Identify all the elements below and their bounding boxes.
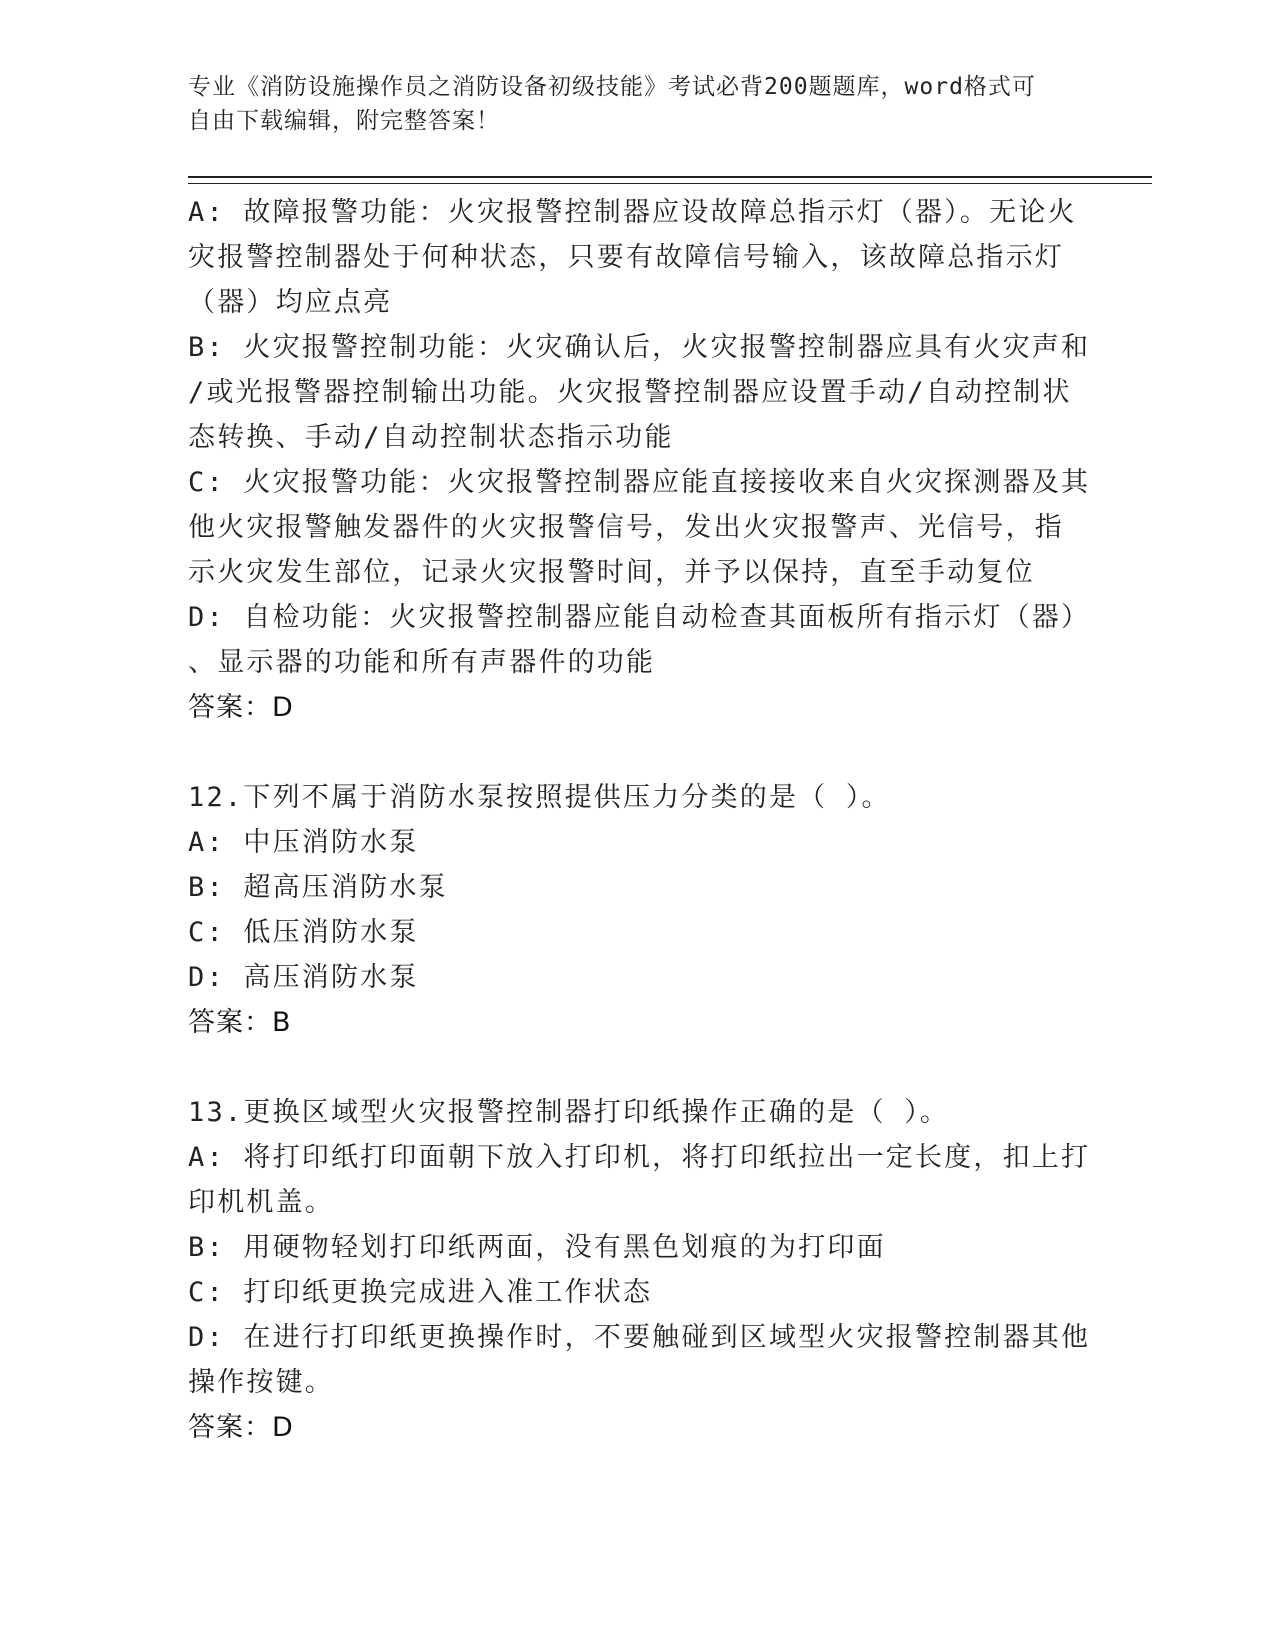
header-line-1: 专业《消防设施操作员之消防设备初级技能》考试必背200题题库，word格式可 <box>188 74 1036 100</box>
option-line: 态转换、手动/自动控制状态指示功能 <box>188 422 674 453</box>
q11-option-c <box>188 460 1091 595</box>
spacer <box>188 730 1088 775</box>
q13-option-a <box>188 1135 1091 1225</box>
q12-option-d: D: 高压消防水泵 <box>188 962 419 993</box>
option-line: 他火灾报警触发器件的火灾报警信号，发出火灾报警声、光信号，指 <box>188 512 1064 543</box>
q12-option-c: C: 低压消防水泵 <box>188 917 419 948</box>
header-rule-thick <box>188 176 1152 178</box>
option-line: （器）均应点亮 <box>188 287 393 318</box>
q11-option-b <box>188 325 1091 460</box>
spacer <box>188 1045 1088 1090</box>
header-rule-thin <box>188 183 1152 184</box>
q12-option-a: A: 中压消防水泵 <box>188 827 419 858</box>
option-line: A: 将打印纸打印面朝下放入打印机，将打印纸拉出一定长度，扣上打 <box>188 1142 1091 1173</box>
q13-option-d <box>188 1315 1091 1405</box>
q13-answer: 答案：D <box>188 1412 294 1443</box>
q13-option-c: C: 打印纸更换完成进入准工作状态 <box>188 1277 653 1308</box>
q12-question: 12.下列不属于消防水泵按照提供压力分类的是（ ）。 <box>188 782 891 813</box>
option-line: 操作按键。 <box>188 1367 334 1398</box>
header-line-2: 自由下载编辑，附完整答案！ <box>188 108 500 134</box>
q13-option-b: B: 用硬物轻划打印纸两面，没有黑色划痕的为打印面 <box>188 1232 886 1263</box>
q11-option-d <box>188 595 1091 685</box>
option-line: 灾报警控制器处于何种状态，只要有故障信号输入，该故障总指示灯 <box>188 242 1064 273</box>
option-line: 、显示器的功能和所有声器件的功能 <box>188 647 656 678</box>
option-line: D: 在进行打印纸更换操作时，不要触碰到区域型火灾报警控制器其他 <box>188 1322 1091 1353</box>
q12-answer: 答案：B <box>188 1007 292 1038</box>
option-line: /或光报警器控制输出功能。火灾报警控制器应设置手动/自动控制状 <box>188 377 1072 408</box>
option-line: D: 自检功能：火灾报警控制器应能自动检查其面板所有指示灯（器） <box>188 602 1091 633</box>
q12-option-b: B: 超高压消防水泵 <box>188 872 448 903</box>
q11-option-a <box>188 190 1088 325</box>
q13-question: 13.更换区域型火灾报警控制器打印纸操作正确的是（ ）。 <box>188 1097 950 1128</box>
option-line: B: 火灾报警控制功能：火灾确认后，火灾报警控制器应具有火灾声和 <box>188 332 1091 363</box>
question-content <box>188 190 1091 1450</box>
page-header <box>188 70 1068 138</box>
option-line: 印机机盖。 <box>188 1187 334 1218</box>
option-line: A: 故障报警功能：火灾报警控制器应设故障总指示灯（器）。无论火 <box>188 197 1077 228</box>
q11-answer: 答案：D <box>188 692 294 723</box>
option-line: 示火灾发生部位，记录火灾报警时间，并予以保持，直至手动复位 <box>188 557 1035 588</box>
option-line: C: 火灾报警功能：火灾报警控制器应能直接接收来自火灾探测器及其 <box>188 467 1091 498</box>
